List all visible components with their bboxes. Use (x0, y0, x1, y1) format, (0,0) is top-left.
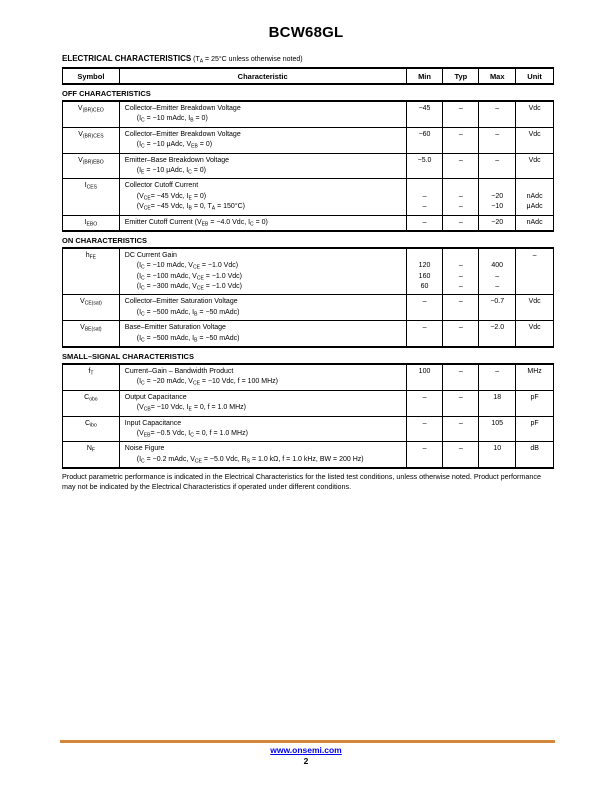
typ-value: – (458, 393, 463, 401)
symbol-cell (63, 321, 120, 346)
max-value (479, 377, 515, 387)
symbol-text: $V_{(BR)CEO}$ (77, 105, 104, 114)
min-cell (407, 442, 444, 467)
characteristic-cell (120, 391, 407, 416)
unit-value (516, 377, 553, 387)
symbol-cell (63, 179, 120, 214)
symbol-text: $N_F$ (86, 445, 95, 454)
unit-cell (516, 154, 553, 179)
table-row (63, 154, 553, 180)
unit-cell (516, 249, 553, 295)
unit-value: pF (530, 419, 539, 427)
min-cell (407, 321, 444, 346)
unit-value (516, 261, 553, 271)
unit-value (516, 166, 553, 176)
min-cell (407, 249, 444, 295)
table-row (63, 179, 553, 215)
symbol-cell (63, 102, 120, 127)
max-value: – (495, 156, 500, 164)
header-cell-characteristic: Characteristic (120, 69, 407, 83)
symbol-cell (63, 154, 120, 179)
min-value: 100 (418, 368, 431, 376)
max-cell (479, 249, 516, 295)
characteristic-line: Collector Cutoff Current (124, 182, 199, 190)
characteristic-line: Collector–Emitter Saturation Voltage (124, 298, 238, 306)
condition-line: ($I_C = -500$ mAdc, $I_B = -50$ mAdc) (136, 308, 240, 318)
unit-value (516, 181, 553, 191)
typ-value (443, 334, 478, 344)
characteristic-cell (120, 365, 407, 390)
max-value: 105 (491, 419, 504, 427)
typ-value (443, 251, 478, 261)
header-cell-symbol: Symbol (63, 69, 120, 83)
max-cell (479, 417, 516, 442)
unit-cell (516, 102, 553, 127)
unit-value (516, 334, 553, 344)
max-value (479, 140, 515, 150)
max-value (479, 114, 515, 124)
characteristic-line: Current–Gain – Bandwidth Product (124, 368, 234, 376)
max-value (479, 308, 515, 318)
symbol-text: $V_{(BR)CES}$ (78, 130, 104, 140)
condition-line: ($I_C = -10$ mAdc, $V_{CE} = -1.0$ Vdc) (136, 262, 239, 271)
table-row (63, 417, 553, 443)
min-cell (407, 102, 444, 127)
max-value: −20 (491, 218, 504, 226)
typ-value (443, 429, 478, 439)
characteristic-cell (120, 321, 407, 346)
min-value: −5.0 (417, 156, 432, 164)
unit-value (516, 455, 553, 465)
unit-value: Vdc (528, 324, 541, 332)
condition-line: ($V_{CB}= -10$ Vdc, $I_E = 0$, f = 1.0 MHz) (136, 404, 246, 413)
min-value: – (422, 218, 427, 226)
min-value: – (422, 419, 427, 427)
characteristic-line: Collector–Emitter Breakdown Voltage (124, 105, 241, 112)
unit-value: MHz (527, 368, 542, 376)
max-value (479, 181, 515, 191)
min-value (407, 429, 443, 439)
table-row (63, 249, 553, 296)
min-value: – (422, 445, 427, 453)
condition-line: ($V_{CE}= -45$ Vdc, $I_E = 0$) (136, 192, 207, 202)
max-value: 400 (491, 262, 504, 270)
max-value (479, 455, 515, 465)
min-value (407, 114, 443, 124)
max-cell (479, 295, 516, 320)
max-cell (479, 179, 516, 214)
symbol-text: $C_{ibo}$ (84, 419, 97, 428)
max-value: −10 (491, 203, 504, 211)
symbol-text: $V_{BE(sat)}$ (80, 324, 102, 333)
header-cell-max: Max (479, 69, 516, 83)
table-sections (62, 89, 554, 469)
unit-value: Vdc (528, 105, 541, 112)
max-cell (479, 442, 516, 467)
unit-value: – (532, 251, 537, 259)
symbol-text: $I_{CES}$ (84, 182, 98, 191)
unit-value: Vdc (528, 130, 541, 138)
unit-value (516, 140, 553, 150)
unit-value: Vdc (528, 156, 541, 164)
max-cell (479, 365, 516, 390)
typ-value (443, 455, 478, 465)
table-section-block (62, 100, 554, 232)
characteristic-cell (120, 295, 407, 320)
footnote: Product parametric performance is indicated in the Electrical Characteristics for the listed test conditions, unless otherwise noted. Product performance may not be indicated by the Electrical Characteristics if operated under different conditions. (62, 472, 541, 491)
min-value: – (422, 192, 427, 200)
unit-value (516, 272, 553, 282)
heading-title: ELECTRICAL CHARACTERISTICS (62, 54, 192, 63)
typ-value (443, 377, 478, 387)
typ-value: – (458, 324, 463, 332)
min-cell (407, 417, 444, 442)
unit-value (516, 114, 553, 124)
symbol-cell (63, 442, 120, 467)
typ-cell (443, 321, 479, 346)
typ-cell (443, 295, 479, 320)
header-cell-unit: Unit (527, 72, 542, 81)
characteristic-line: Collector–Emitter Breakdown Voltage (124, 130, 241, 138)
min-cell (407, 154, 444, 179)
max-value: – (495, 283, 500, 291)
table-row (63, 216, 553, 230)
typ-value (443, 308, 478, 318)
characteristic-cell (120, 179, 407, 214)
symbol-cell (63, 365, 120, 390)
characteristic-line: DC Current Gain (124, 251, 177, 259)
characteristic-line: Base–Emitter Saturation Voltage (124, 324, 226, 332)
typ-value: – (458, 203, 463, 211)
heading-note: ($T_A = 25^\circ C$ unless otherwise noted) (193, 56, 303, 65)
typ-value: – (458, 419, 463, 427)
max-cell (479, 102, 516, 127)
max-cell (479, 391, 516, 416)
table-row (63, 295, 553, 321)
condition-line: ($I_C = -10$ μAdc, $V_{EB} = 0$) (136, 141, 213, 150)
symbol-text: $C_{obo}$ (84, 393, 98, 403)
min-cell (407, 391, 444, 416)
symbol-cell (63, 417, 120, 442)
unit-value: dB (530, 445, 539, 453)
min-value: – (422, 324, 427, 332)
unit-value (516, 282, 553, 292)
typ-value (443, 181, 478, 191)
unit-value: pF (530, 393, 539, 401)
unit-value (516, 429, 553, 439)
typ-value: – (458, 283, 463, 291)
typ-value: – (458, 130, 463, 138)
unit-cell (516, 365, 553, 390)
symbol-cell (63, 128, 120, 153)
condition-line: ($I_C = -10$ mAdc, $I_B = 0$) (136, 115, 208, 124)
max-value (479, 166, 515, 176)
max-value: – (495, 105, 500, 112)
typ-cell (443, 179, 479, 214)
min-value: – (422, 203, 427, 211)
characteristic-cell (120, 128, 407, 153)
min-value: – (422, 298, 427, 306)
unit-cell (516, 216, 553, 230)
typ-value (443, 403, 478, 413)
min-value: 160 (418, 272, 431, 280)
characteristic-line: Emitter Cutoff Current ($V_{EB} = -4.0$ Vdc, $I_C = 0$) (124, 218, 268, 227)
typ-cell (443, 391, 479, 416)
max-value: – (495, 130, 500, 138)
min-cell (407, 365, 444, 390)
min-cell (407, 295, 444, 320)
symbol-cell (63, 391, 120, 416)
typ-value (443, 140, 478, 150)
table-section-label: OFF CHARACTERISTICS (62, 89, 151, 98)
condition-line: ($I_C = -20$ mAdc, $V_{CE} = -10$ Vdc, f = 100 MHz) (136, 378, 278, 387)
max-value (479, 251, 515, 261)
typ-value: – (458, 156, 463, 164)
page-number: 2 (303, 756, 309, 766)
table-row (63, 128, 553, 154)
typ-value (443, 114, 478, 124)
table-section-label: ON CHARACTERISTICS (62, 235, 148, 245)
typ-cell (443, 249, 479, 295)
header-cell-min: Min (407, 69, 444, 83)
footer-divider-bar (60, 740, 555, 743)
symbol-text: $V_{CE(sat)}$ (80, 298, 102, 307)
characteristic-line: Emitter–Base Breakdown Voltage (124, 156, 230, 164)
min-value: 60 (420, 283, 429, 291)
max-cell (479, 128, 516, 153)
condition-line: ($I_C = -500$ mAdc, $I_B = -50$ mAdc) (136, 334, 240, 344)
min-value (407, 251, 443, 261)
max-cell (479, 154, 516, 179)
typ-value: – (458, 272, 463, 280)
content-area (62, 54, 554, 492)
symbol-text: $I_{EBO}$ (84, 218, 98, 227)
max-value: – (495, 368, 500, 376)
condition-line: ($I_C = -100$ mAdc, $V_{CE} = -1.0$ Vdc) (136, 272, 242, 282)
unit-value: nAdc (526, 192, 543, 200)
table-section-block (62, 363, 554, 469)
condition-line: ($I_C = -0.2$ mAdc, $V_{CE} = -5.0$ Vdc, $R_S = 1.0$ kΩ, f = 1.0 kHz, BW = 200 Hz) (136, 455, 364, 465)
typ-value: – (458, 218, 463, 226)
min-value (407, 455, 443, 465)
characteristic-line: Noise Figure (124, 445, 165, 453)
typ-value: – (458, 105, 463, 112)
table-header-row (62, 67, 554, 85)
unit-value: μAdc (526, 203, 543, 211)
unit-cell (516, 391, 553, 416)
table-row (63, 102, 553, 128)
max-value: 10 (493, 445, 502, 453)
condition-line: ($V_{CE}= -45$ Vdc, $I_B = 0$, $T_A = 150^\circ C$) (136, 203, 245, 212)
symbol-text: $f_T$ (88, 368, 94, 377)
table-row (63, 442, 553, 467)
typ-cell (443, 365, 479, 390)
table-row (63, 321, 553, 346)
unit-cell (516, 295, 553, 320)
condition-line: ($I_E = -10$ μAdc, $I_C = 0$) (136, 166, 206, 176)
header-cell-typ: Typ (443, 69, 479, 83)
table-row (63, 391, 553, 417)
symbol-cell (63, 295, 120, 320)
min-value (407, 181, 443, 191)
min-value: −60 (418, 130, 431, 138)
typ-value: – (458, 262, 463, 270)
characteristic-line: Output Capacitance (124, 393, 187, 401)
max-value (479, 403, 515, 413)
unit-cell (516, 128, 553, 153)
min-value: −45 (418, 105, 431, 112)
typ-cell (443, 417, 479, 442)
typ-cell (443, 154, 479, 179)
max-value (479, 334, 515, 344)
max-value: – (495, 272, 500, 280)
unit-value (516, 308, 553, 318)
unit-cell (516, 321, 553, 346)
footer-link[interactable]: www.onsemi.com (270, 745, 342, 755)
min-cell (407, 216, 444, 230)
condition-line: ($I_C = -300$ mAdc, $V_{CE} = -1.0$ Vdc) (136, 283, 242, 292)
electrical-characteristics-heading (62, 54, 554, 63)
max-value (479, 429, 515, 439)
characteristic-line: Input Capacitance (124, 419, 182, 427)
unit-value: Vdc (528, 298, 541, 306)
typ-cell (443, 216, 479, 230)
unit-value: nAdc (526, 218, 543, 226)
typ-value: – (458, 368, 463, 376)
symbol-cell (63, 249, 120, 295)
condition-line: ($V_{EB}= -0.5$ Vdc, $I_C = 0$, f = 1.0 MHz) (136, 429, 248, 439)
min-cell (407, 128, 444, 153)
min-value (407, 403, 443, 413)
unit-cell (516, 442, 553, 467)
min-value (407, 166, 443, 176)
max-value: −20 (491, 192, 504, 200)
min-value (407, 308, 443, 318)
min-value: 120 (418, 262, 431, 270)
min-value (407, 377, 443, 387)
min-cell (407, 179, 444, 214)
table-section-block (62, 247, 554, 348)
typ-value: – (458, 445, 463, 453)
max-value: −0.7 (490, 298, 505, 306)
unit-cell (516, 417, 553, 442)
unit-cell (516, 179, 553, 214)
max-cell (479, 216, 516, 230)
symbol-text: $V_{(BR)EBO}$ (78, 156, 104, 165)
characteristic-cell (120, 102, 407, 127)
typ-cell (443, 128, 479, 153)
max-cell (479, 321, 516, 346)
typ-value (443, 166, 478, 176)
min-value (407, 334, 443, 344)
page-title: BCW68GL (268, 24, 344, 41)
typ-cell (443, 442, 479, 467)
typ-cell (443, 102, 479, 127)
characteristic-cell (120, 154, 407, 179)
max-value: −2.0 (490, 324, 505, 332)
table-section-label: SMALL–SIGNAL CHARACTERISTICS (62, 352, 194, 362)
characteristic-cell (120, 249, 407, 295)
unit-value (516, 403, 553, 413)
min-value (407, 140, 443, 150)
max-value: 18 (493, 393, 502, 401)
characteristic-cell (120, 216, 407, 230)
symbol-text: $h_{FE}$ (85, 251, 97, 261)
table-row (63, 365, 553, 391)
typ-value: – (458, 192, 463, 200)
min-value: – (422, 393, 427, 401)
characteristic-cell (120, 442, 407, 467)
typ-value: – (458, 298, 463, 306)
symbol-cell (63, 216, 120, 230)
characteristic-cell (120, 417, 407, 442)
